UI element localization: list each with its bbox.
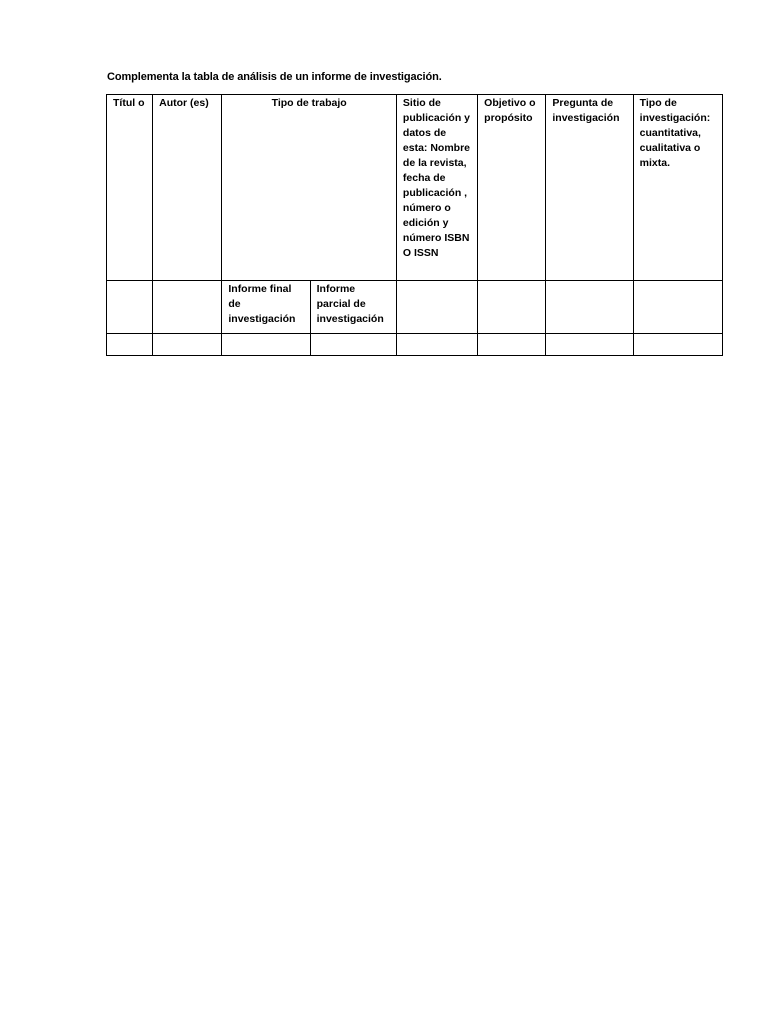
- table-subheader-row: [107, 281, 723, 334]
- table-cell[interactable]: [107, 334, 153, 356]
- table-cell[interactable]: [478, 334, 546, 356]
- table-cell[interactable]: [153, 334, 222, 356]
- header-tipo-investigacion: Tipo de investigación: cuantitativa, cualitativa o mixta.: [633, 95, 722, 281]
- header-autor: Autor (es): [153, 95, 222, 281]
- table-cell[interactable]: [310, 334, 396, 356]
- analysis-table: [106, 94, 723, 356]
- header-objetivo: Objetivo o propósito: [478, 95, 546, 281]
- table-header-row: [107, 95, 723, 281]
- table-row: [107, 334, 723, 356]
- table-cell[interactable]: [107, 281, 153, 334]
- header-pregunta: Pregunta de investigación: [546, 95, 633, 281]
- table-cell[interactable]: [153, 281, 222, 334]
- header-tipo-trabajo: Tipo de trabajo: [222, 95, 397, 281]
- instruction-text: Complementa la tabla de análisis de un informe de investigación.: [107, 71, 442, 83]
- table-cell[interactable]: [478, 281, 546, 334]
- header-titulo: Títul o: [107, 95, 153, 281]
- table-cell[interactable]: [633, 281, 722, 334]
- table-cell[interactable]: [633, 334, 722, 356]
- table-cell[interactable]: [546, 281, 633, 334]
- table-cell[interactable]: [222, 334, 310, 356]
- table-cell[interactable]: [396, 334, 477, 356]
- subheader-informe-parcial: Informe parcial de investigación: [310, 281, 396, 334]
- table-cell[interactable]: [396, 281, 477, 334]
- header-sitio-publicacion: Sitio de publicación y datos de esta: Nombre de la revista, fecha de publicación , número o edición y número ISBN O ISSN: [396, 95, 477, 281]
- table-cell[interactable]: [546, 334, 633, 356]
- subheader-informe-final: Informe final de investigación: [222, 281, 310, 334]
